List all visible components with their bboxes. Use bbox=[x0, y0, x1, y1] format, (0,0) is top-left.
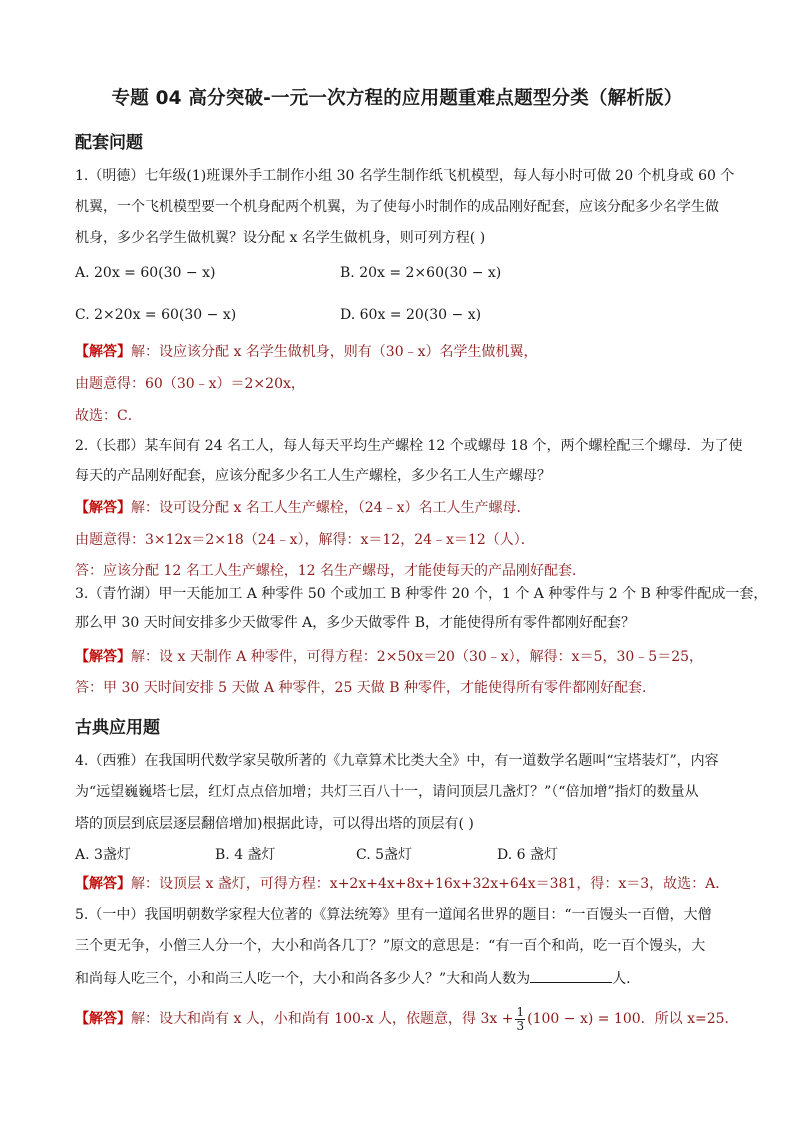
question-1-option-d: D. 60x = 20(30 − x) bbox=[340, 307, 482, 323]
question-4-option-d: D. 6 盏灯 bbox=[497, 847, 558, 863]
question-4-option-b: B. 4 盏灯 bbox=[215, 847, 276, 863]
answer-text-part-2: (100 − x) = 100．所以 x=25． bbox=[527, 1011, 739, 1027]
question-4-line-2: 为“远望巍巍塔七层，红灯点点倍加增；共灯三百八十一，请问顶层几盏灯？”（“倍加增”指灯的数量从 bbox=[75, 784, 699, 800]
answer-text-part-1: 解：设大和尚有 x 人，小和尚有 100-x 人，依题意，得 3x + bbox=[131, 1011, 514, 1027]
question-1-answer-line-3: 故选：C． bbox=[75, 408, 142, 424]
question-3-line-2: 那么甲 30 天时间安排多少天做零件 A，多少天做零件 B，才能使得所有零件都刚好配套？ bbox=[75, 615, 636, 631]
question-5-line-1: 5.（一中）我国明朝数学家程大位著的《算法统筹》里有一道闻名世界的题目：“一百馒头一百僧，大僧 bbox=[75, 907, 712, 923]
answer-text: 解：设顶层 x 盏灯，可得方程：x+2x+4x+8x+16x+32x+64x＝381，得：x＝3，故选：A． bbox=[131, 876, 730, 892]
question-4-line-1: 4.（西雅）在我国明代数学家吴敬所著的《九章算术比类大全》中，有一道数学名题叫“宝塔装灯”，内容 bbox=[75, 753, 719, 769]
question-1-answer-line-1 bbox=[75, 342, 725, 362]
question-1-line-2: 机翼，一个飞机模型要一个机身配两个机翼，为了使每小时制作的成品刚好配套，应该分配多少名学生做 bbox=[75, 199, 719, 215]
answer-tag: 【解答】 bbox=[75, 876, 131, 892]
answer-text: 解：设应该分配 x 名学生做机身，则有（30﹣x）名学生做机翼， bbox=[131, 344, 538, 360]
answer-tag: 【解答】 bbox=[75, 344, 131, 360]
fraction-one-third bbox=[515, 1006, 525, 1033]
question-2-line-2: 每天的产品刚好配套，应该分配多少名工人生产螺栓，多少名工人生产螺母？ bbox=[75, 468, 551, 484]
page-title: 专题 04 高分突破-一元一次方程的应用题重难点题型分类（解析版） bbox=[111, 88, 683, 109]
question-3-line-1: 3.（青竹湖）甲一天能加工 A 种零件 50 个或加工 B 种零件 20 个，1 个 A 种零件与 2 个 B 种零件配成一套， bbox=[75, 586, 768, 602]
answer-tag: 【解答】 bbox=[75, 1011, 131, 1027]
question-2-answer-line-1 bbox=[75, 498, 725, 518]
question-2-answer-line-3: 答：应该分配 12 名工人生产螺栓，12 名生产螺母，才能使每天的产品刚好配套． bbox=[75, 563, 586, 579]
question-1-option-a: A. 20x = 60(30 − x) bbox=[75, 265, 216, 281]
answer-text: 解：设可设分配 x 名工人生产螺栓，（24﹣x）名工人生产螺母． bbox=[131, 500, 531, 516]
question-2-answer-line-2: 由题意得：3×12x＝2×18（24﹣x），解得：x＝12，24﹣x＝12（人）． bbox=[75, 532, 535, 548]
answer-blank bbox=[530, 968, 612, 983]
question-5-answer-line-1 bbox=[75, 1004, 739, 1033]
question-5-line-2: 三个更无争，小僧三人分一个，大小和尚各几丁？”原文的意思是：“有一百个和尚，吃一百个馒头，大 bbox=[75, 938, 706, 954]
question-4-answer-line-1 bbox=[75, 874, 730, 894]
answer-text: 解：设 x 天制作 A 种零件，可得方程：2×50x＝20（30﹣x），解得：x＝5，30﹣5＝25， bbox=[131, 649, 704, 665]
section-heading-classical: 古典应用题 bbox=[75, 718, 160, 738]
question-5-line-3 bbox=[75, 968, 725, 989]
question-2-line-1: 2.（长郡）某车间有 24 名工人，每人每天平均生产螺栓 12 个或螺母 18 个，两个螺栓配三个螺母．为了使 bbox=[75, 438, 743, 454]
question-4-line-3: 塔的顶层到底层逐层翻倍增加)根据此诗，可以得出塔的顶层有( ) bbox=[75, 816, 474, 832]
question-1-option-c: C. 2×20x = 60(30 − x) bbox=[75, 307, 237, 323]
question-5-line-3-end: 人. bbox=[612, 971, 631, 987]
question-5-line-3-text: 和尚每人吃三个，小和尚三人吃一个，大小和尚各多少人？”大和尚人数为 bbox=[75, 971, 531, 987]
fraction-denominator: 3 bbox=[516, 1018, 525, 1033]
section-heading-matching: 配套问题 bbox=[75, 133, 143, 153]
answer-tag: 【解答】 bbox=[75, 649, 131, 665]
question-3-answer-line-2: 答：甲 30 天时间安排 5 天做 A 种零件，25 天做 B 种零件，才能使得所有零件都刚好配套． bbox=[75, 680, 656, 696]
question-1-line-3: 机身，多少名学生做机翼？设分配 x 名学生做机身，则可列方程( ) bbox=[75, 230, 486, 246]
answer-tag: 【解答】 bbox=[75, 500, 131, 516]
question-1-answer-line-2: 由题意得：60（30﹣x）＝2×20x， bbox=[75, 376, 305, 392]
question-1-option-b: B. 20x = 2×60(30 − x) bbox=[340, 265, 502, 281]
question-4-option-c: C. 5盏灯 bbox=[356, 847, 413, 863]
fraction-numerator: 1 bbox=[516, 1004, 525, 1019]
question-4-option-a: A. 3盏灯 bbox=[75, 847, 131, 863]
question-3-answer-line-1 bbox=[75, 647, 725, 667]
question-1-line-1: 1.（明德）七年级(1)班课外手工制作小组 30 名学生制作纸飞机模型，每人每小时可做 20 个机身或 60 个 bbox=[75, 168, 735, 184]
